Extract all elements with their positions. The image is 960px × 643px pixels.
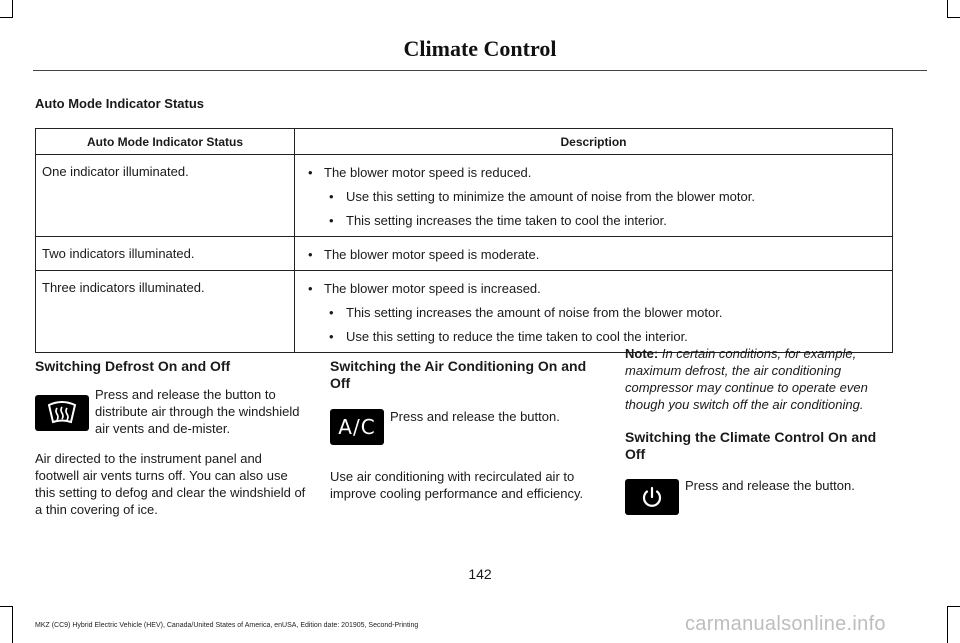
ac-instruction: Press and release the button.: [390, 409, 560, 424]
bullet-item: • The blower motor speed is reduced.: [301, 164, 886, 181]
table-cell-status: Two indicators illuminated.: [36, 237, 295, 271]
climate-power-instruction: Press and release the button.: [685, 478, 855, 493]
bullet-item: • The blower motor speed is moderate.: [301, 246, 886, 263]
note-paragraph: [625, 345, 897, 413]
sub-bullet-item: • This setting increases the amount of noise from the blower motor.: [301, 304, 886, 321]
sub-bullet-item: • Use this setting to reduce the time taken to cool the interior.: [301, 328, 886, 345]
table-header-description: Description: [295, 129, 893, 155]
crop-mark-bottom-left-v: [12, 606, 13, 643]
crop-mark-bottom-right-v: [947, 606, 948, 643]
power-icon: [625, 479, 679, 515]
table-cell-description: [295, 271, 893, 353]
auto-mode-table: [35, 128, 893, 353]
crop-mark-top-right-h: [948, 17, 960, 18]
defrost-instruction-block: [35, 386, 307, 440]
climate-power-block: [625, 476, 897, 530]
page-number: 142: [468, 566, 492, 582]
table-header-row: [36, 129, 893, 155]
sub-bullet-item: • This setting increases the time taken to cool the interior.: [301, 212, 886, 229]
table-row: [36, 237, 893, 271]
table-cell-status: Three indicators illuminated.: [36, 271, 295, 353]
note-text: In certain conditions, for example, maximum defrost, the air conditioning compressor may continue to operate even though you switch off the air conditioning.: [625, 346, 868, 412]
crop-mark-bottom-right-h: [948, 606, 960, 607]
table-header-status: Auto Mode Indicator Status: [36, 129, 295, 155]
crop-mark-top-left-v: [12, 0, 13, 18]
ac-icon-label: A/C: [338, 414, 376, 439]
crop-mark-top-left-h: [0, 17, 12, 18]
table-cell-status: One indicator illuminated.: [36, 155, 295, 237]
climate-power-heading: Switching the Climate Control On and Off: [625, 429, 877, 462]
defrost-instruction: Press and release the button to distribute air through the windshield air vents and de-mister.: [95, 387, 300, 436]
crop-mark-bottom-left-h: [0, 606, 12, 607]
table-row: [36, 155, 893, 237]
bullet-item: • The blower motor speed is increased.: [301, 280, 886, 297]
table-cell-description: [295, 155, 893, 237]
sub-bullet-item: • Use this setting to minimize the amount of noise from the blower motor.: [301, 188, 886, 205]
note-label: Note:: [625, 346, 659, 361]
title-divider: [33, 70, 927, 71]
page-title: Climate Control: [403, 36, 557, 61]
defrost-heading: Switching Defrost On and Off: [35, 358, 231, 374]
table-cell-description: [295, 237, 893, 271]
ac-body: Use air conditioning with recirculated air to improve cooling performance and efficiency.: [330, 469, 584, 501]
footer-edition-text: MKZ (CC9) Hybrid Electric Vehicle (HEV), Canada/United States of America, enUSA, Edition date: 201905, Second-Printing: [35, 622, 419, 629]
ac-heading: Switching the Air Conditioning On and Off: [330, 358, 587, 391]
ac-icon: [330, 409, 384, 445]
defrost-section: [35, 358, 307, 518]
auto-mode-heading: Auto Mode Indicator Status: [35, 96, 204, 111]
note-section: [625, 345, 897, 530]
ac-instruction-block: [330, 403, 602, 457]
watermark: carmanualsonline.info: [685, 613, 886, 635]
table-row: [36, 271, 893, 353]
crop-mark-top-right-v: [947, 0, 948, 18]
windshield-defrost-icon: [35, 395, 89, 431]
ac-section: [330, 358, 602, 502]
defrost-body: Air directed to the instrument panel and footwell air vents turns off. You can also use this setting to defog and clear the windshield of a thin covering of ice.: [35, 451, 306, 517]
